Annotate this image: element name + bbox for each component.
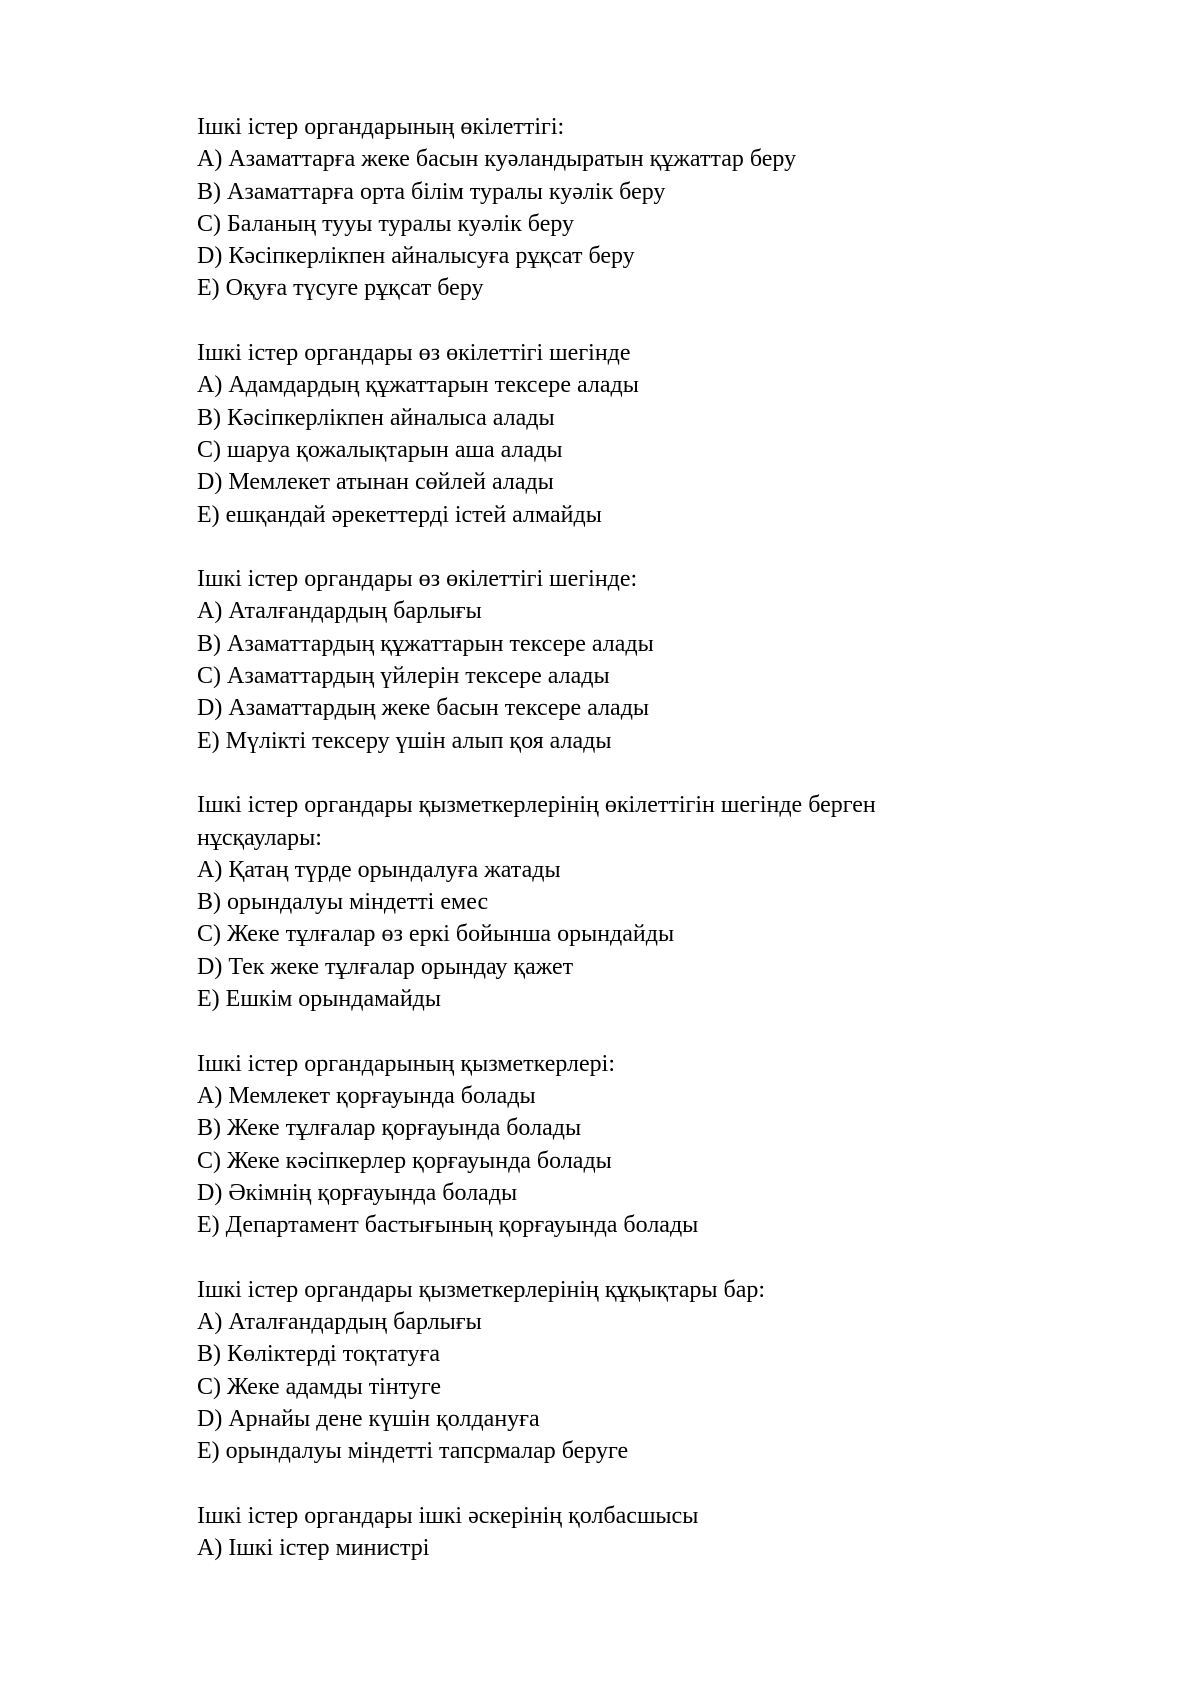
question-block — [197, 1500, 1042, 1565]
answer-option: A) Азаматтарға жеке басын куәландыратын құжаттар беру — [197, 146, 797, 173]
answer-option: E) ешқандай әрекеттерді істей алмайды — [197, 501, 602, 528]
answer-option: D) Тек жеке тұлғалар орындау қажет — [197, 953, 574, 980]
question-block — [197, 111, 1042, 305]
answer-option: C) Баланың тууы туралы куәлік беру — [197, 210, 575, 237]
question-text: Ішкі істер органдары қызметкерлерінің өкілеттігін шегінде берген — [197, 792, 876, 819]
answer-option: E) орындалуы міндетті тапсрмалар беруге — [197, 1438, 629, 1465]
answer-option: C) Жеке тұлғалар өз еркі бойынша орындайды — [197, 921, 675, 948]
question-text: Ішкі істер органдары өз өкілеттігі шегінде — [197, 340, 631, 367]
answer-option: A) Аталғандардың барлығы — [197, 1308, 482, 1335]
answer-option: E) Ешкім орындамайды — [197, 986, 441, 1013]
answer-option: B) Азаматтардың құжаттарын тексере алады — [197, 630, 654, 657]
question-block — [197, 337, 1042, 531]
answer-option: C) Жеке адамды тінтуге — [197, 1373, 442, 1400]
answer-option: B) Жеке тұлғалар қорғауында болады — [197, 1115, 582, 1142]
question-block — [197, 789, 1042, 1015]
answer-option: B) Көліктерді тоқтатуға — [197, 1341, 441, 1368]
question-text: Ішкі істер органдарының қызметкерлері: — [197, 1050, 616, 1077]
answer-option: A) Ішкі істер министрі — [197, 1535, 430, 1562]
document-body — [197, 111, 1042, 1597]
answer-option: C) Жеке кәсіпкерлер қорғауында болады — [197, 1147, 612, 1174]
answer-option: D) Арнайы дене күшін қолдануға — [197, 1405, 540, 1432]
answer-option: C) шаруа қожалықтарын аша алады — [197, 436, 563, 463]
answer-option: D) Кәсіпкерлікпен айналысуға рұқсат беру — [197, 243, 635, 270]
answer-option: A) Мемлекет қорғауында болады — [197, 1082, 536, 1109]
answer-option: D) Азаматтардың жеке басын тексере алады — [197, 695, 650, 722]
question-block — [197, 563, 1042, 757]
answer-option: B) Азаматтарға орта білім туралы куәлік беру — [197, 178, 666, 205]
answer-option: E) Департамент бастығының қорғауында болады — [197, 1212, 699, 1239]
answer-option: D) Мемлекет атынан сөйлей алады — [197, 469, 554, 496]
answer-option: A) Қатаң түрде орындалуға жатады — [197, 856, 561, 883]
question-text: Ішкі істер органдарының өкілеттігі: — [197, 114, 565, 140]
answer-option: E) Оқуға түсуге рұқсат беру — [197, 275, 484, 302]
answer-option: A) Аталғандардың барлығы — [197, 598, 482, 625]
answer-option: A) Адамдардың құжаттарын тексере алады — [197, 372, 639, 399]
question-text: нұсқаулары: — [197, 824, 322, 851]
question-text: Ішкі істер органдары ішкі әскерінің қолбасшысы — [197, 1502, 699, 1529]
question-text: Ішкі істер органдары өз өкілеттігі шегінде: — [197, 566, 638, 593]
answer-option: B) орындалуы міндетті емес — [197, 889, 489, 916]
answer-option: C) Азаматтардың үйлерін тексере алады — [197, 663, 610, 690]
question-block — [197, 1048, 1042, 1242]
question-block — [197, 1274, 1042, 1468]
answer-option: D) Әкімнің қорғауында болады — [197, 1179, 518, 1206]
answer-option: E) Мүлікті тексеру үшін алып қоя алады — [197, 727, 612, 754]
answer-option: B) Кәсіпкерлікпен айналыса алады — [197, 404, 555, 431]
question-text: Ішкі істер органдары қызметкерлерінің құқықтары бар: — [197, 1276, 766, 1303]
